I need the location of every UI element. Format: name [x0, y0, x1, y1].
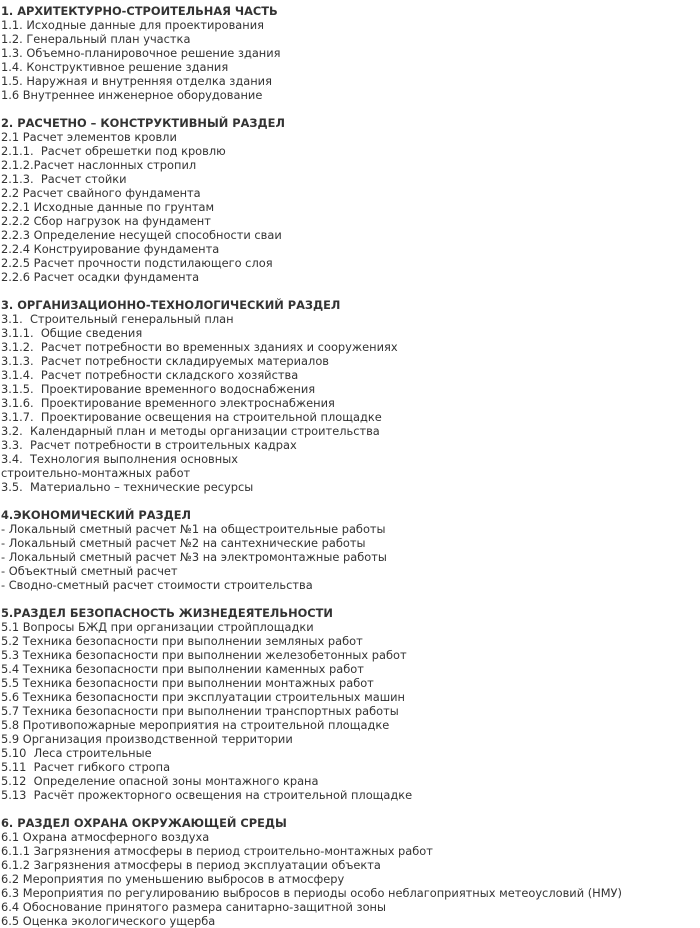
list-item: 1.6 Внутреннее инженерное оборудование [1, 88, 263, 102]
list-item: - Объектный сметный расчет [1, 564, 178, 578]
list-item: 6.3 Мероприятия по регулированию выбросов в периоды особо неблагоприятных метеоусловий (НМУ) [1, 886, 622, 900]
section-structural-calculation [1, 116, 691, 284]
list-item: 1.4. Конструктивное решение здания [1, 60, 229, 74]
list-item: - Локальный сметный расчет №1 на общестроительные работы [1, 522, 386, 536]
list-item: 5.10 Леса строительные [1, 746, 152, 760]
list-item: - Локальный сметный расчет №3 на электромонтажные работы [1, 550, 387, 564]
list-item: - Локальный сметный расчет №2 на сантехнические работы [1, 536, 366, 550]
list-item: 5.6 Техника безопасности при эксплуатации строительных машин [1, 690, 405, 704]
list-item: 5.12 Определение опасной зоны монтажного крана [1, 774, 319, 788]
section-title: 4.ЭКОНОМИЧЕСКИЙ РАЗДЕЛ [1, 508, 192, 522]
list-item: 1.1. Исходные данные для проектирования [1, 18, 264, 32]
list-item: 3.1.6. Проектирование временного электроснабжения [1, 396, 335, 410]
list-item: 6.5 Оценка экологического ущерба [1, 914, 216, 928]
section-architectural [1, 4, 691, 102]
section-item-list [1, 312, 691, 494]
list-item: 1.5. Наружная и внутренняя отделка здания [1, 74, 272, 88]
list-item: 5.3 Техника безопасности при выполнении железобетонных работ [1, 648, 407, 662]
list-item: 2.2 Расчет свайного фундамента [1, 186, 201, 200]
list-item: строительно-монтажных работ [1, 466, 191, 480]
section-item-list [1, 18, 691, 102]
list-item: 5.13 Расчёт прожекторного освещения на строительной площадке [1, 788, 413, 802]
section-environmental-protection [1, 816, 691, 928]
section-organizational-technological [1, 298, 691, 494]
list-item: - Сводно-сметный расчет стоимости строительства [1, 578, 313, 592]
list-item: 3.5. Материально – технические ресурсы [1, 480, 254, 494]
list-item: 5.4 Техника безопасности при выполнении каменных работ [1, 662, 364, 676]
list-item: 3.1. Строительный генеральный план [1, 312, 234, 326]
list-item: 2.2.6 Расчет осадки фундамента [1, 270, 200, 284]
list-item: 1.2. Генеральный план участка [1, 32, 191, 46]
list-item: 6.1.2 Загрязнения атмосферы в период эксплуатации объекта [1, 858, 381, 872]
list-item: 3.1.7. Проектирование освещения на строительной площадке [1, 410, 382, 424]
list-item: 3.1.3. Расчет потребности складируемых материалов [1, 354, 330, 368]
list-item: 1.3. Объемно-планировочное решение здания [1, 46, 281, 60]
section-title: 5.РАЗДЕЛ БЕЗОПАСНОСТЬ ЖИЗНЕДЕЯТЕЛЬНОСТИ [1, 606, 333, 620]
section-item-list [1, 830, 691, 928]
list-item: 6.2 Мероприятия по уменьшению выбросов в атмосферу [1, 872, 345, 886]
list-item: 5.8 Противопожарные мероприятия на строительной площадке [1, 718, 390, 732]
list-item: 3.2. Календарный план и методы организации строительства [1, 424, 380, 438]
list-item: 5.1 Вопросы БЖД при организации стройплощадки [1, 620, 314, 634]
list-item: 6.1 Охрана атмосферного воздуха [1, 830, 210, 844]
list-item: 3.1.2. Расчет потребности во временных зданиях и сооружениях [1, 340, 398, 354]
list-item: 5.7 Техника безопасности при выполнении транспортных работы [1, 704, 399, 718]
list-item: 3.1.4. Расчет потребности складского хозяйства [1, 368, 299, 382]
section-life-safety [1, 606, 691, 802]
section-item-list [1, 130, 691, 284]
list-item: 3.1.5. Проектирование временного водоснабжения [1, 382, 316, 396]
list-item: 2.1.1. Расчет обрешетки под кровлю [1, 144, 226, 158]
section-item-list [1, 522, 691, 592]
list-item: 6.4 Обоснование принятого размера санитарно-защитной зоны [1, 900, 386, 914]
list-item: 2.1.3. Расчет стойки [1, 172, 127, 186]
section-title: 1. АРХИТЕКТУРНО-СТРОИТЕЛЬНАЯ ЧАСТЬ [1, 4, 278, 18]
list-item: 5.5 Техника безопасности при выполнении монтажных работ [1, 676, 374, 690]
list-item: 2.2.2 Сбор нагрузок на фундамент [1, 214, 211, 228]
list-item: 2.2.4 Конструирование фундамента [1, 242, 220, 256]
list-item: 6.1.1 Загрязнения атмосферы в период строительно-монтажных работ [1, 844, 433, 858]
list-item: 3.3. Расчет потребности в строительных кадрах [1, 438, 297, 452]
list-item: 2.1 Расчет элементов кровли [1, 130, 177, 144]
section-item-list [1, 620, 691, 802]
section-title: 2. РАСЧЕТНО – КОНСТРУКТИВНЫЙ РАЗДЕЛ [1, 116, 285, 130]
list-item: 2.2.3 Определение несущей способности сваи [1, 228, 282, 242]
list-item: 3.4. Технология выполнения основных [1, 452, 238, 466]
list-item: 5.9 Организация производственной территории [1, 732, 293, 746]
section-title: 3. ОРГАНИЗАЦИОННО-ТЕХНОЛОГИЧЕСКИЙ РАЗДЕЛ [1, 298, 341, 312]
section-economic [1, 508, 691, 592]
table-of-contents [1, 4, 691, 928]
list-item: 5.11 Расчет гибкого стропа [1, 760, 171, 774]
list-item: 5.2 Техника безопасности при выполнении земляных работ [1, 634, 363, 648]
section-title: 6. РАЗДЕЛ ОХРАНА ОКРУЖАЮЩЕЙ СРЕДЫ [1, 816, 287, 830]
list-item: 2.2.1 Исходные данные по грунтам [1, 200, 215, 214]
list-item: 2.1.2.Расчет наслонных стропил [1, 158, 197, 172]
list-item: 3.1.1. Общие сведения [1, 326, 143, 340]
list-item: 2.2.5 Расчет прочности подстилающего слоя [1, 256, 273, 270]
